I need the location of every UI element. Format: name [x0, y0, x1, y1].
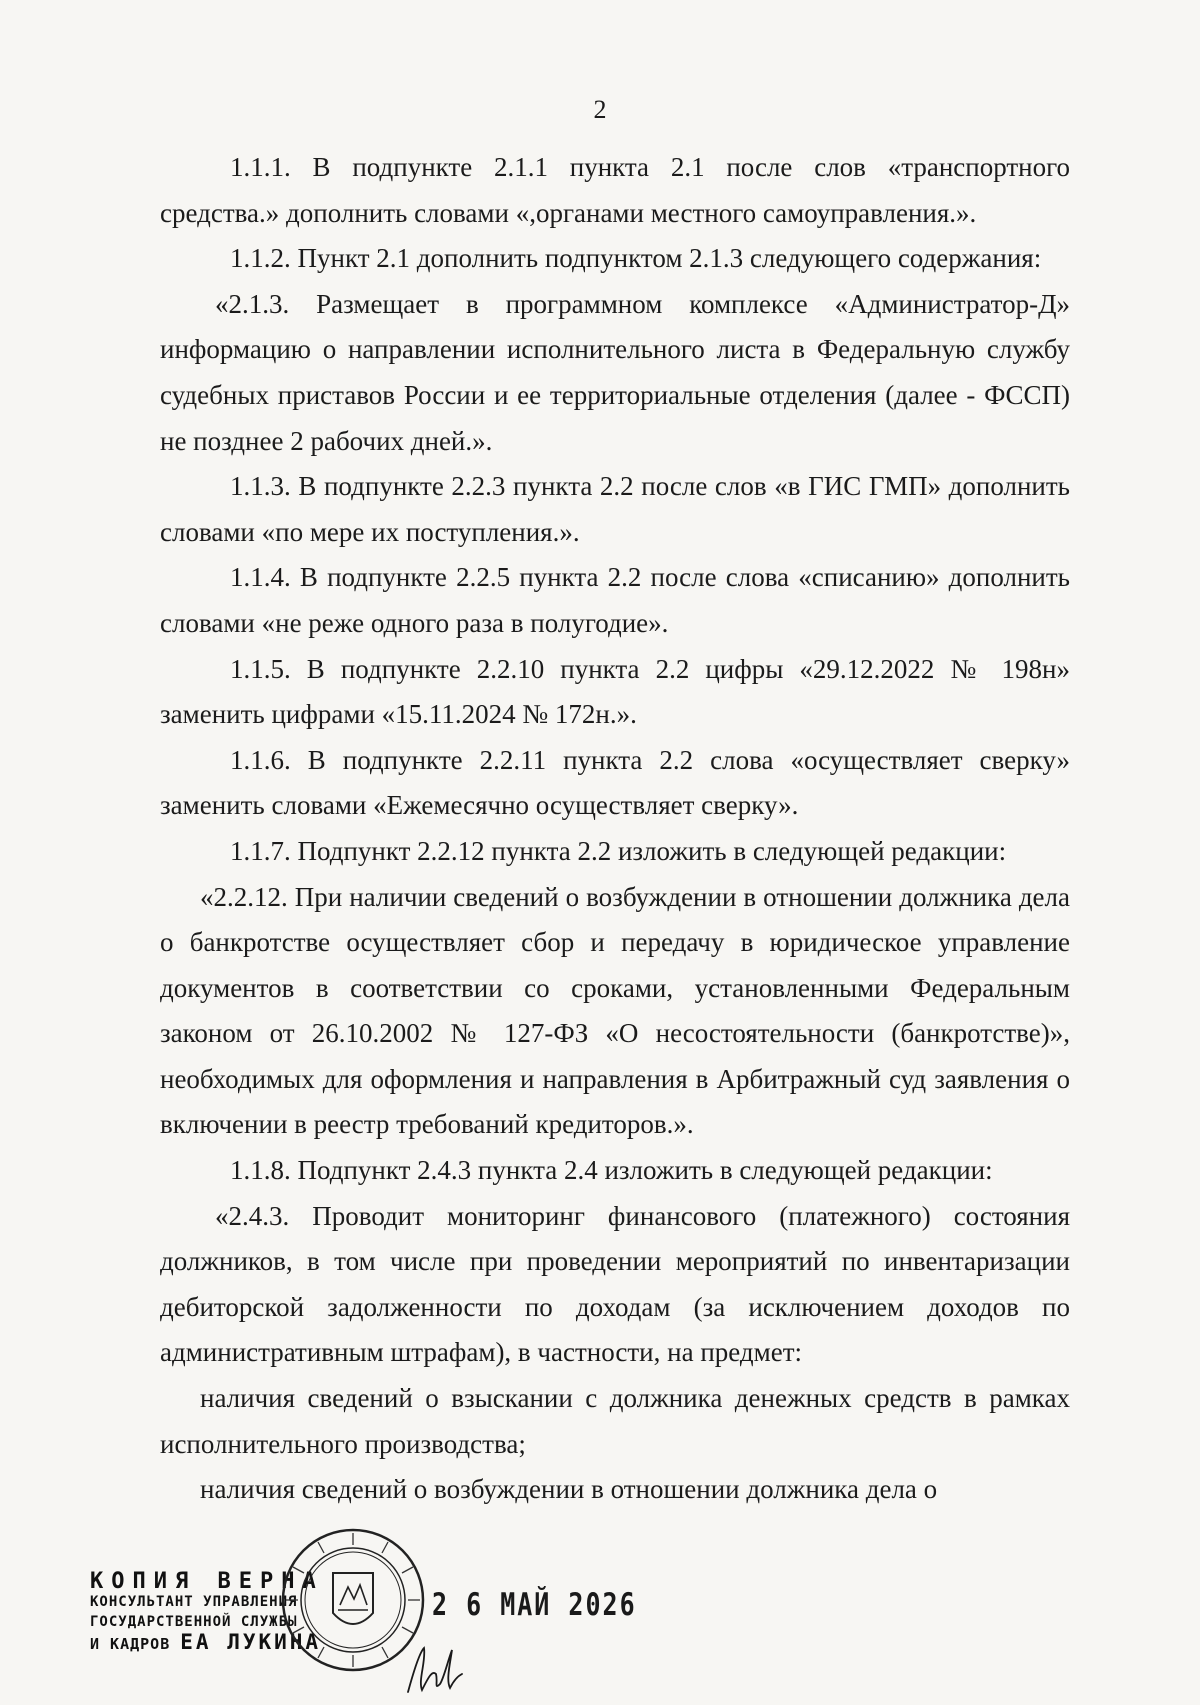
stamp-line-department: ГОСУДАРСТВЕННОЙ СЛУЖБЫ	[90, 1614, 298, 1630]
page-number: 2	[593, 95, 607, 124]
stamp-line-copy-verified: КОПИЯ ВЕРНА	[90, 1569, 324, 1594]
stamp-signer-name: ЕА ЛУКИНА	[180, 1630, 322, 1654]
stamp-line-name-prefix: И КАДРОВ	[90, 1635, 171, 1653]
date-stamp: 2 6 МАЙ 2026	[432, 1586, 637, 1623]
paragraph-quote-2-4-3: «2.4.3. Проводит мониторинг финансового (платежного) состояния должников, в том числе при проведении мероприятий по инвентаризации дебиторской задолженности по доходам (за исключением доходов по административным штрафам), в частности, на предмет:	[160, 1200, 1070, 1368]
paragraph-1-1-5: 1.1.5. В подпункте 2.2.10 пункта 2.2 цифры «29.12.2022 № 198н» заменить цифрами «15.11.2024 № 172н.».	[160, 653, 1070, 730]
paragraph-1-1-2: 1.1.2. Пункт 2.1 дополнить подпунктом 2.1.3 следующего содержания:	[230, 243, 1042, 274]
paragraph-list-item-2: наличия сведений о возбуждении в отношении должника дела о	[200, 1474, 938, 1505]
paragraph-1-1-8: 1.1.8. Подпункт 2.4.3 пункта 2.4 изложить в следующей редакции:	[230, 1155, 993, 1186]
stamp-line-position: КОНСУЛЬТАНТ УПРАВЛЕНИЯ	[90, 1594, 298, 1610]
paragraph-1-1-3: 1.1.3. В подпункте 2.2.3 пункта 2.2 после слов «в ГИС ГМП» дополнить словами «по мере их поступления.».	[160, 471, 1070, 547]
paragraph-quote-2-1-3: «2.1.3. Размещает в программном комплексе «Администратор-Д» информацию о направлении исполнительного листа в Федеральную службу судебных приставов России и ее территориальные отделения (далее - ФССП) не позднее 2 рабочих дней.».	[160, 288, 1070, 456]
document-body	[160, 145, 1070, 1513]
paragraph-1-1-6: 1.1.6. В подпункте 2.2.11 пункта 2.2 слова «осуществляет сверку» заменить словами «Ежемесячно осуществляет сверку».	[160, 744, 1070, 821]
signature-icon	[400, 1640, 465, 1700]
paragraph-1-1-1: 1.1.1. В подпункте 2.1.1 пункта 2.1 после слов «транспортного средства.» дополнить словами «,органами местного самоуправления.».	[160, 152, 1070, 228]
paragraph-quote-2-2-12: «2.2.12. При наличии сведений о возбуждении в отношении должника дела о банкротстве осуществляет сбор и передачу в юридическое управление документов в соответствии со сроками, установленными Федеральным законом от 26.10.2002 № 127-ФЗ «О несостоятельности (банкротстве)», необходимых для оформления и направления в Арбитражный суд заявления о включении в реестр требований кредиторов.».	[160, 881, 1070, 1140]
paragraph-1-1-4: 1.1.4. В подпункте 2.2.5 пункта 2.2 после слова «списанию» дополнить словами «не реже одного раза в полугодие».	[160, 562, 1070, 638]
paragraph-1-1-7: 1.1.7. Подпункт 2.2.12 пункта 2.2 изложить в следующей редакции:	[230, 835, 1007, 866]
paragraph-list-item-1: наличия сведений о взыскании с должника денежных средств в рамках исполнительного производства;	[160, 1383, 1070, 1459]
